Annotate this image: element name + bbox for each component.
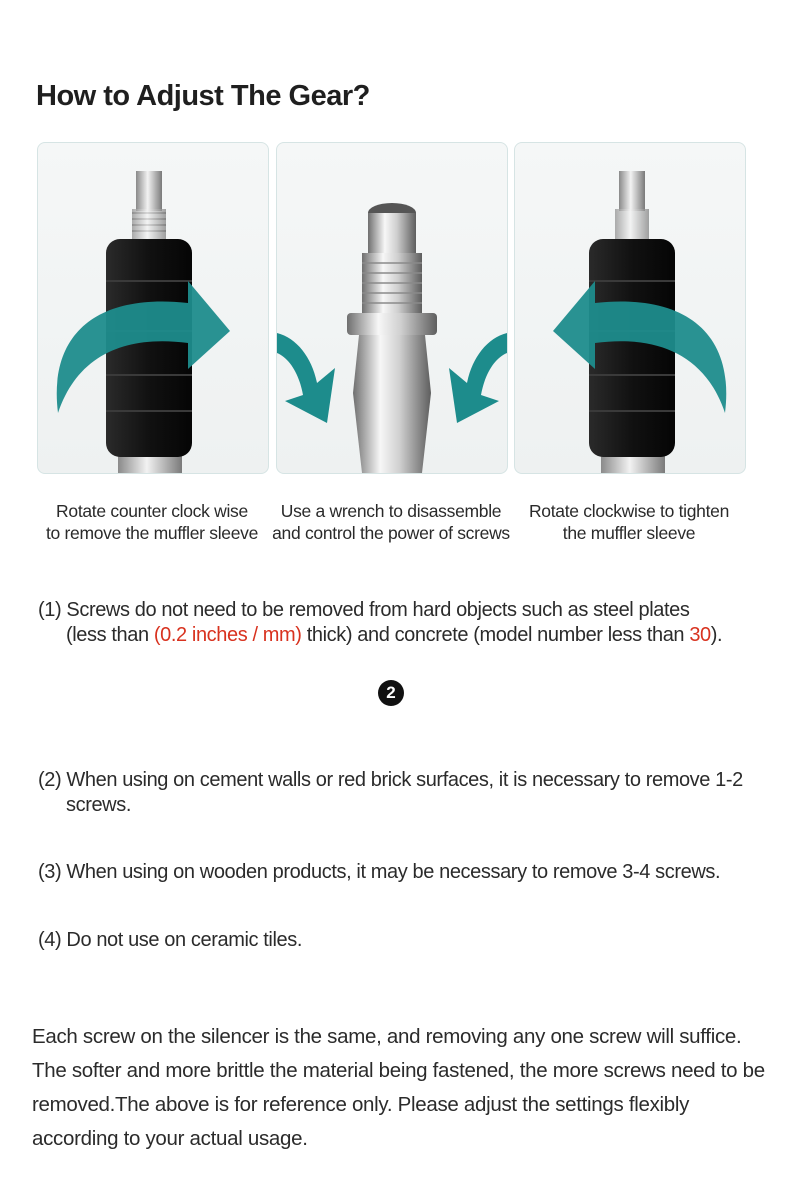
- step-badge: 2: [378, 680, 404, 706]
- caption-remove-sleeve: Rotate counter clock wise to remove the muffler sleeve: [45, 501, 259, 543]
- image-panel-remove-sleeve: [37, 142, 269, 474]
- note-wooden-products: (3) When using on wooden products, it may be necessary to remove 3-4 screws.: [38, 861, 721, 883]
- screw-head-image: [277, 143, 507, 473]
- thickness-highlight: (0.2 inches / mm): [153, 624, 302, 646]
- note-1-line-2: (less than (0.2 inches / mm) thick) and concrete (model number less than 30).: [66, 624, 723, 646]
- note-cement-walls: (2) When using on cement walls or red brick surfaces, it is necessary to remove 1-2 screws.: [38, 769, 743, 816]
- caption-tighten-sleeve: Rotate clockwise to tighten the muffler sleeve: [528, 501, 730, 543]
- muffler-sleeve-image: [38, 143, 268, 473]
- note-1-line-1: (1) Screws do not need to be removed from hard objects such as steel plates: [38, 599, 690, 621]
- note-ceramic-tiles: (4) Do not use on ceramic tiles.: [38, 929, 302, 951]
- image-panel-tighten-sleeve: [514, 142, 746, 474]
- caption-wrench: Use a wrench to disassemble and control the power of screws: [272, 501, 510, 543]
- page-title: How to Adjust The Gear?: [36, 80, 370, 112]
- model-number-highlight: 30: [689, 624, 711, 646]
- summary-paragraph: Each screw on the silencer is the same, and removing any one screw will suffice. The softer and more brittle the material being fastened, the more screws need to be removed.The above is for reference only. Please adjust the settings flexibly according to your actual usage.: [32, 1025, 765, 1150]
- image-panel-wrench: [276, 142, 508, 474]
- muffler-sleeve-image: [515, 143, 745, 473]
- note-hard-objects: [38, 598, 722, 648]
